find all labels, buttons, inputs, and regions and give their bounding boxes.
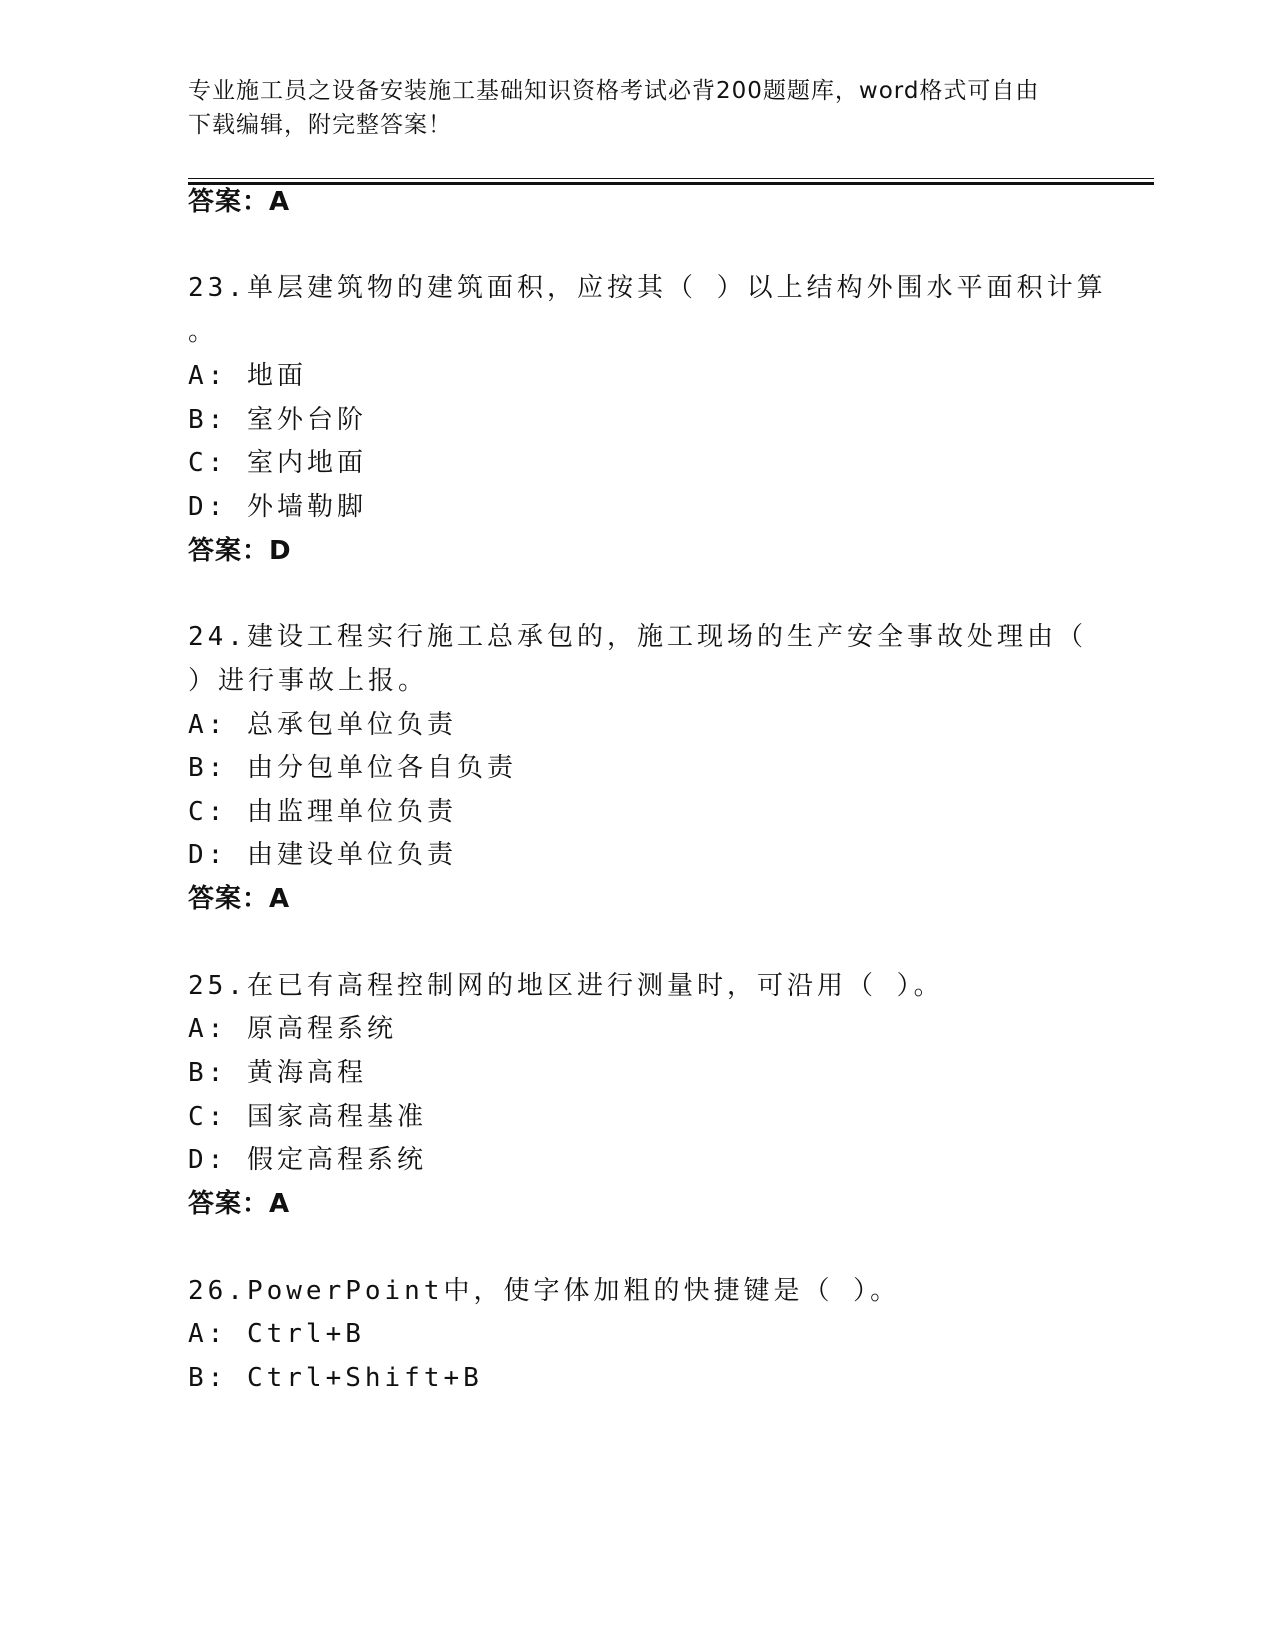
question-24-text-cont: ）进行事故上报。: [188, 666, 429, 696]
question-26-text: 26.PowerPoint中，使字体加粗的快捷键是（ ）。: [188, 1276, 901, 1306]
answer-22: 答案：A: [188, 187, 291, 217]
question-25-option-b: B: 黄海高程: [188, 1058, 367, 1088]
question-23-option-c: C: 室内地面: [188, 448, 367, 478]
question-23-option-d: D: 外墙勒脚: [188, 492, 367, 522]
header-line-1: 专业施工员之设备安装施工基础知识资格考试必背200题题库，word格式可自由: [188, 78, 1040, 104]
question-23-option-a: A: 地面: [188, 361, 307, 391]
question-24-option-c: C: 由监理单位负责: [188, 797, 457, 827]
answer-24: 答案：A: [188, 884, 291, 914]
question-26-option-b: B: Ctrl+Shift+B: [188, 1363, 483, 1393]
question-24-option-b: B: 由分包单位各自负责: [188, 753, 517, 783]
answer-23: 答案：D: [188, 536, 292, 566]
question-24-text: 24.建设工程实行施工总承包的，施工现场的生产安全事故处理由（: [188, 622, 1087, 652]
question-24-option-a: A: 总承包单位负责: [188, 710, 457, 740]
document-header: [188, 74, 1068, 142]
answer-25: 答案：A: [188, 1189, 291, 1219]
question-25-text: 25.在已有高程控制网的地区进行测量时，可沿用（ ）。: [188, 971, 944, 1001]
question-25-option-a: A: 原高程系统: [188, 1014, 397, 1044]
question-26-option-a: A: Ctrl+B: [188, 1319, 365, 1349]
header-divider-thick: [188, 182, 1154, 185]
header-line-2: 下载编辑，附完整答案！: [188, 112, 452, 138]
question-25-option-d: D: 假定高程系统: [188, 1145, 427, 1175]
header-divider-thin: [188, 178, 1154, 179]
question-23-option-b: B: 室外台阶: [188, 405, 367, 435]
question-25-option-c: C: 国家高程基准: [188, 1102, 427, 1132]
question-24-option-d: D: 由建设单位负责: [188, 840, 457, 870]
question-23-text: 23.单层建筑物的建筑面积，应按其（ ）以上结构外围水平面积计算: [188, 273, 1107, 303]
question-23-text-cont: 。: [188, 317, 219, 347]
